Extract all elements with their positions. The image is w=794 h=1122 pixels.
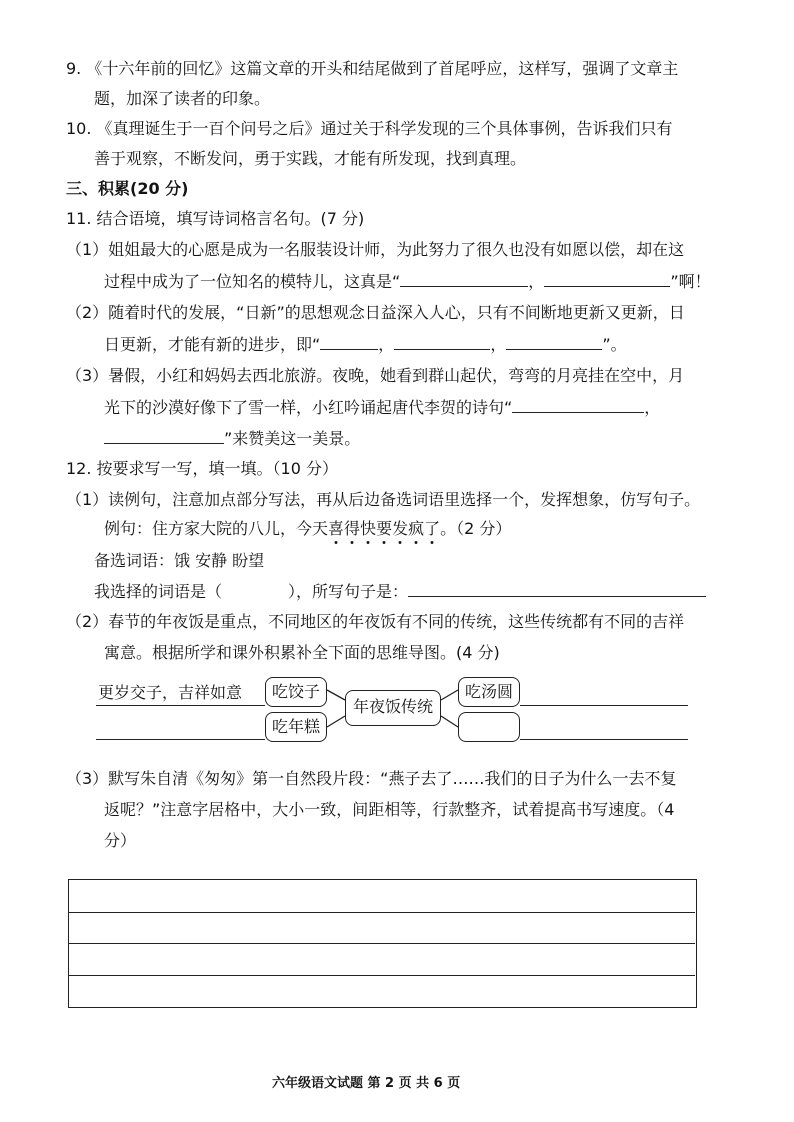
q11-p2-text-c: ， bbox=[490, 335, 507, 354]
q11-p3-line2 bbox=[104, 396, 660, 419]
dotted-char: 快 bbox=[360, 519, 377, 538]
q11-p2-blank-1[interactable] bbox=[320, 333, 378, 350]
q12-choose-line bbox=[94, 580, 706, 603]
q11-p1-text-b: ， bbox=[528, 272, 545, 291]
q12-example-text-a: 例句：住方家大院的八儿，今天 bbox=[104, 519, 329, 538]
q11-p2-blank-3[interactable] bbox=[506, 333, 602, 350]
dotted-char: 疯 bbox=[408, 519, 425, 538]
writing-line bbox=[69, 912, 695, 913]
q11-p2-blank-2[interactable] bbox=[394, 333, 490, 350]
q11-p3-text-b: ， bbox=[644, 398, 661, 417]
q11-p2-line1: （2）随着时代的发展，“日新”的思想观念日益深入人心，只有不间断地更新又更新，日 bbox=[66, 303, 685, 322]
writing-line bbox=[69, 975, 695, 976]
q12-p3-line2: 返呢？”注意字居格中，大小一致，间距相等，行款整齐，试着提高书写速度。（4 bbox=[104, 800, 675, 819]
q12-p2-line1: （2）春节的年夜饭是重点，不同地区的年夜饭有不同的传统，这些传统都有不同的吉祥 bbox=[66, 612, 685, 631]
mind-map-left-top-line bbox=[96, 705, 265, 706]
q12-p2-line2: 寓意。根据所学和课外积累补全下面的思维导图。(4 分) bbox=[104, 643, 500, 662]
q12-candidate-words: 备选词语：饿 安静 盼望 bbox=[94, 551, 265, 570]
q11-p3-line3 bbox=[104, 427, 360, 450]
q12-p1-line1: （1）读例句，注意加点部分写法，再从后边备选词语里选择一个，发挥想象，仿写句子。 bbox=[66, 490, 701, 509]
q11-p1-text-c: ”啊！ bbox=[670, 272, 711, 291]
mind-map-right-bottom-line[interactable] bbox=[520, 739, 688, 740]
q11-p1-text-a: 过程中成为了一位知名的模特儿，这真是“ bbox=[104, 272, 401, 291]
writing-box[interactable] bbox=[68, 879, 697, 1008]
q11-p3-line1: （3）暑假，小红和妈妈去西北旅游。夜晚，她看到群山起伏，弯弯的月亮挂在空中，月 bbox=[66, 366, 685, 385]
q12-title: 12. 按要求写一写，填一填。（10 分） bbox=[66, 459, 338, 478]
q11-p3-text-a: 光下的沙漠好像下了雪一样，小红吟诵起唐代李贺的诗句“ bbox=[104, 398, 513, 417]
q11-p1-blank-1[interactable] bbox=[400, 270, 528, 287]
dotted-char: 喜 bbox=[328, 519, 345, 538]
q11-p2-text-d: ”。 bbox=[602, 335, 627, 354]
mind-map-left-bottom-line[interactable] bbox=[96, 739, 265, 740]
q11-p1-blank-2[interactable] bbox=[544, 270, 670, 287]
q11-p1-line1: （1）姐姐最大的心愿是成为一名服装设计师，为此努力了很久也没有如愿以偿，却在这 bbox=[66, 240, 685, 259]
q12-choose-text-b: ），所写句子是： bbox=[288, 582, 409, 601]
mind-map-right-top-line[interactable] bbox=[520, 705, 688, 706]
dotted-char: 得 bbox=[344, 519, 361, 538]
dotted-char: 要 bbox=[376, 519, 393, 538]
mind-map-node-left-bottom: 吃年糕 bbox=[265, 712, 327, 742]
q12-p3-line3: 分） bbox=[104, 831, 137, 850]
q11-title: 11. 结合语境，填写诗词格言名句。(7 分) bbox=[66, 209, 365, 228]
q10-line1: 10. 《真理诞生于一百个问号之后》通过关于科学发现的三个具体事例，告诉我们只有 bbox=[66, 119, 673, 138]
mind-map-node-right-bottom-blank[interactable] bbox=[458, 712, 520, 742]
q12-p1-example bbox=[104, 518, 511, 540]
mind-map-node-right-top: 吃汤圆 bbox=[458, 677, 520, 707]
q9-line2: 题，加深了读者的印象。 bbox=[94, 89, 271, 108]
q12-p3-line1: （3）默写朱自清《匆匆》第一自然段片段：“燕子去了……我们的日子为什么一去不复 bbox=[66, 769, 677, 788]
q11-p2-line2 bbox=[104, 333, 627, 356]
mind-map-center-node: 年夜饭传统 bbox=[345, 690, 441, 726]
sentence-blank[interactable] bbox=[408, 580, 706, 597]
q12-example-text-b: 。（2 分） bbox=[440, 519, 512, 538]
q11-p3-text-c: ”来赞美这一美景。 bbox=[224, 429, 361, 448]
dotted-char: 了 bbox=[424, 519, 441, 538]
page-footer: 六年级语文试题 第 2 页 共 6 页 bbox=[272, 1076, 461, 1091]
section-title: 三、积累(20 分) bbox=[66, 179, 189, 198]
q11-p3-blank-1[interactable] bbox=[512, 396, 644, 413]
q10-line2: 善于观察，不断发问，勇于实践，才能有所发现，找到真理。 bbox=[94, 149, 527, 168]
q11-p2-text-a: 日更新，才能有新的进步，即“ bbox=[104, 335, 321, 354]
q11-p2-text-b: ， bbox=[378, 335, 395, 354]
q11-p1-line2 bbox=[104, 270, 711, 293]
writing-line bbox=[69, 943, 695, 944]
dotted-char: 发 bbox=[392, 519, 409, 538]
mind-map-node-left-top: 吃饺子 bbox=[265, 677, 327, 707]
q11-p3-blank-2[interactable] bbox=[104, 427, 224, 444]
q12-choose-text-a: 我选择的词语是（ bbox=[94, 582, 223, 601]
q9-line1: 9. 《十六年前的回忆》这篇文章的开头和结尾做到了首尾呼应，这样写，强调了文章主 bbox=[66, 59, 679, 78]
mind-map-note: 更岁交子，吉祥如意 bbox=[98, 683, 243, 702]
